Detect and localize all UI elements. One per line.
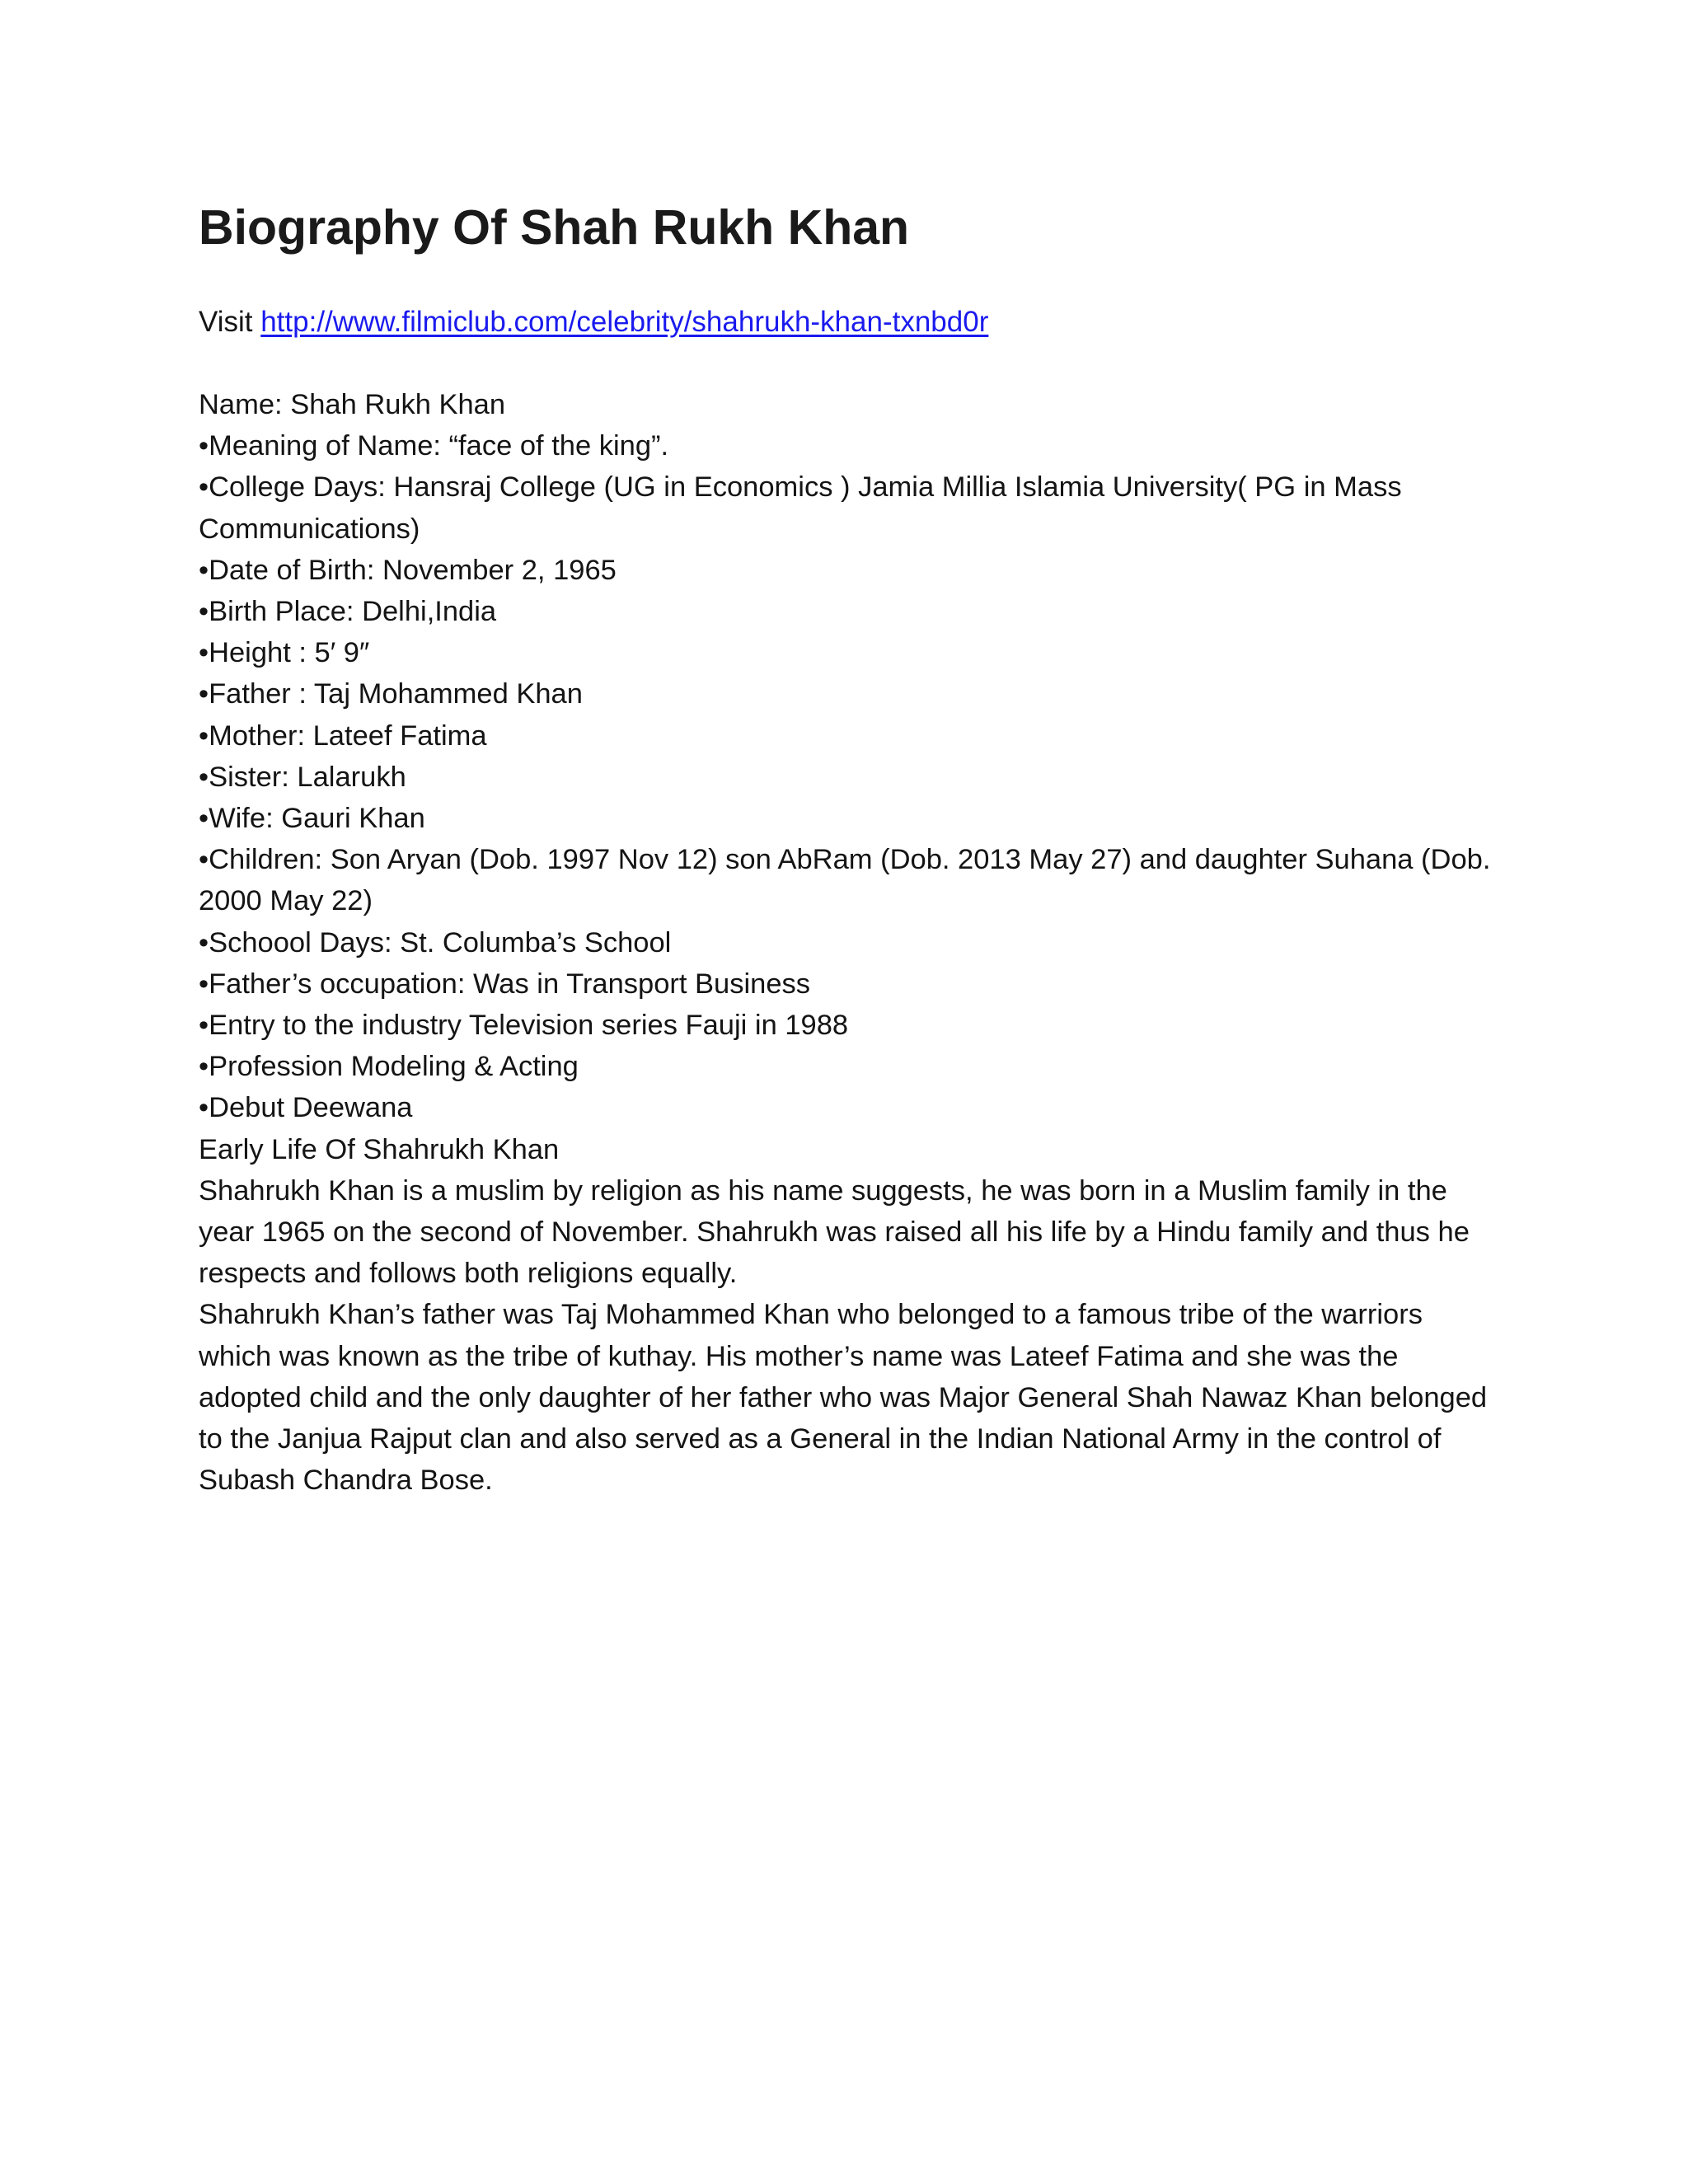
fact-college: •College Days: Hansraj College (UG in Economics ) Jamia Millia Islamia University( PG in Mass Communications) (199, 471, 1402, 545)
visit-line (199, 302, 988, 343)
fact-father-occupation: •Father’s occupation: Was in Transport Business (199, 968, 811, 1000)
fact-meaning: •Meaning of Name: “face of the king”. (199, 430, 669, 462)
fact-profession: •Profession Modeling & Acting (199, 1051, 579, 1083)
fact-sister: •Sister: Lalarukh (199, 761, 406, 793)
paragraph-religion: Shahrukh Khan is a muslim by religion as his name suggests, he was born in a Muslim family in the year 1965 on the second of November. Shahrukh was raised all his life by a Hindu family and thus he respects and follows both religions equally. (199, 1174, 1470, 1290)
fact-school: •Schoool Days: St. Columba’s School (199, 926, 672, 958)
fact-birth-place: •Birth Place: Delhi,India (199, 596, 497, 628)
biography-body (199, 384, 1501, 1501)
fact-mother: •Mother: Lateef Fatima (199, 719, 487, 752)
fact-debut: •Debut Deewana (199, 1092, 413, 1124)
fact-industry-entry: •Entry to the industry Television series Fauji in 1988 (199, 1010, 849, 1042)
fact-wife: •Wife: Gauri Khan (199, 803, 425, 835)
page-title: Biography Of Shah Rukh Khan (199, 200, 910, 255)
name-line: Name: Shah Rukh Khan (199, 389, 506, 420)
paragraph-family: Shahrukh Khan’s father was Taj Mohammed Khan who belonged to a famous tribe of the warriors which was known as the tribe of kuthay. His mother’s name was Lateef Fatima and she was the adopted child and the only daughter of her father who was Major General Shah Nawaz Khan belonged to the Janjua Rajput clan and also served as a General in the Indian National Army in the control of Subash Chandra Bose. (199, 1299, 1488, 1497)
fact-height: •Height : 5′ 9″ (199, 637, 370, 669)
section-heading: Early Life Of Shahrukh Khan (199, 1133, 560, 1165)
fact-father: •Father : Taj Mohammed Khan (199, 678, 583, 710)
filmiclub-link[interactable]: http://www.filmiclub.com/celebrity/shahrukh-khan-txnbd0r (260, 306, 989, 338)
fact-birth-date: •Date of Birth: November 2, 1965 (199, 554, 617, 586)
visit-label: Visit (199, 306, 261, 338)
fact-children: •Children: Son Aryan (Dob. 1997 Nov 12) son AbRam (Dob. 2013 May 27) and daughter Suhana (Dob. 2000 May 22) (199, 844, 1491, 917)
